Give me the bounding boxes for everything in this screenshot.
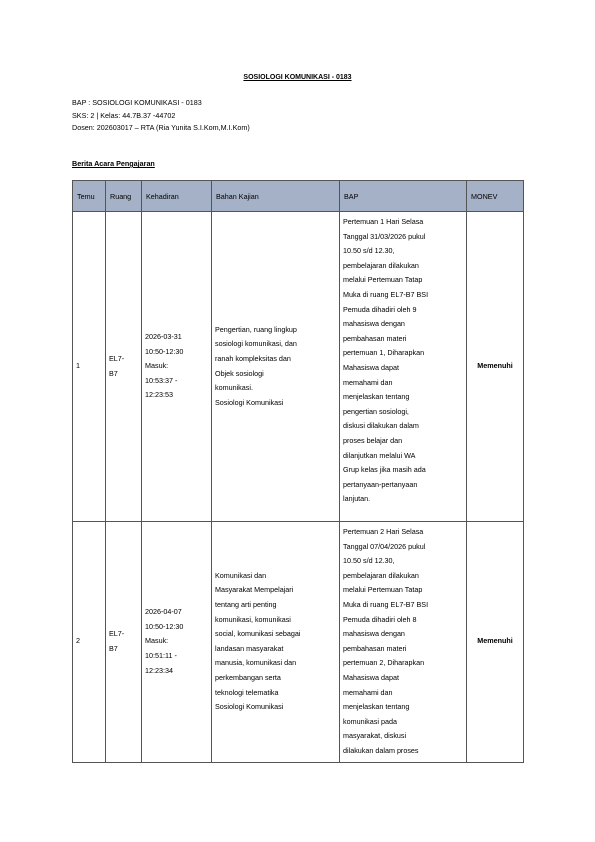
cell-line: 12:23:34 xyxy=(145,665,173,675)
header-kehadiran: Kehadiran xyxy=(142,181,212,212)
cell-line: EL7- xyxy=(109,629,125,639)
cell-ruang xyxy=(106,522,142,763)
cell-line: komunikasi. xyxy=(215,383,253,393)
cell-kehadiran xyxy=(142,522,212,763)
cell-line: Masuk: xyxy=(145,636,169,646)
cell-line: 10.50 s/d 12.30, xyxy=(343,246,395,256)
cell-line: manusia, komunikasi dan xyxy=(215,658,297,668)
cell-line: 10:53:37 - xyxy=(145,375,178,385)
cell-line: pembahasan materi xyxy=(343,643,407,653)
cell-line: Mahasiswa dapat xyxy=(343,672,399,682)
cell-line: proses belajar dan xyxy=(343,435,403,445)
cell-line: Grup kelas jika masih ada xyxy=(343,465,426,475)
cell-line: Pertemuan 2 Hari Selasa xyxy=(343,527,424,536)
header-bahan-kajian: Bahan Kajian xyxy=(212,181,340,212)
cell-line: masyarakat, diskusi xyxy=(343,731,407,741)
cell-line: perkembangan serta xyxy=(215,672,281,682)
cell-line: Pemuda dihadiri oleh 9 xyxy=(343,304,417,314)
meta-sks: SKS: 2 | Kelas: 44.7B.37 -44702 xyxy=(72,110,176,120)
section-title: Berita Acara Pengajaran xyxy=(72,159,155,168)
cell-line: melalui Pertemuan Tatap xyxy=(343,275,423,285)
cell-line: Objek sosiologi xyxy=(215,368,264,378)
cell-line: mahasiswa dengan xyxy=(343,629,405,639)
header-monev: MONEV xyxy=(467,181,524,212)
cell-line: social, komunikasi sebagai xyxy=(215,629,301,639)
cell-line: pembelajaran dilakukan xyxy=(343,260,419,270)
cell-line: Sosiologi Komunikasi xyxy=(215,702,284,712)
cell-line: 10:50-12:30 xyxy=(145,346,184,356)
meta-dosen: Dosen: 202603017 – RTA (Ria Yunita S.I.Kom,M.I.Kom) xyxy=(72,123,250,132)
course-meta xyxy=(72,97,250,135)
cell-line: Muka di ruang EL7-B7 BSI xyxy=(343,599,429,609)
cell-line: diskusi dilakukan dalam xyxy=(343,421,419,431)
cell-line: 10:51:11 - xyxy=(145,651,177,661)
cell-line: pertemuan 1, Diharapkan xyxy=(343,348,425,358)
cell-line: menjelaskan tentang xyxy=(343,392,410,402)
cell-line: 2026-04-07 xyxy=(145,607,182,617)
cell-line: pertanyaan-pertanyaan xyxy=(343,479,418,489)
cell-line: melalui Pertemuan Tatap xyxy=(343,585,423,595)
cell-bap xyxy=(340,522,467,763)
cell-bahan-kajian xyxy=(212,212,340,522)
cell-line: Pengertian, ruang lingkup xyxy=(215,324,297,334)
table-row xyxy=(73,522,524,763)
cell-line: Muka di ruang EL7-B7 BSI xyxy=(343,289,429,299)
cell-line: pengertian sosiologi, xyxy=(343,406,409,416)
cell-line: 10:50-12:30 xyxy=(145,621,184,631)
cell-line: 10.50 s/d 12.30, xyxy=(343,556,395,566)
cell-line: komunikasi, komunikasi xyxy=(215,614,291,624)
cell-line: memahami dan xyxy=(343,687,393,697)
cell-line: memahami dan xyxy=(343,377,393,387)
cell-line: Tanggal 07/04/2026 pukul xyxy=(343,541,426,551)
cell-line: menjelaskan tentang xyxy=(343,702,410,712)
cell-line: lanjutan. xyxy=(343,494,371,504)
cell-line: pembelajaran dilakukan xyxy=(343,570,419,580)
table-header-row xyxy=(73,181,524,212)
cell-line: Tanggal 31/03/2026 pukul xyxy=(343,231,426,241)
table-row xyxy=(73,212,524,522)
cell-line: Mahasiswa dapat xyxy=(343,362,399,372)
cell-line: ranah kompleksitas dan xyxy=(215,353,291,363)
teaching-record-table xyxy=(72,180,524,763)
cell-temu: 2 xyxy=(73,522,106,763)
cell-ruang xyxy=(106,212,142,522)
cell-bap xyxy=(340,212,467,522)
cell-line: Masyarakat Mempelajari xyxy=(215,585,294,595)
header-bap: BAP xyxy=(340,181,467,212)
cell-line: pembahasan materi xyxy=(343,333,407,343)
cell-line: dilakukan dalam proses xyxy=(343,745,419,755)
cell-line: 2026-03-31 xyxy=(145,332,182,342)
cell-kehadiran xyxy=(142,212,212,522)
cell-line: komunikasi pada xyxy=(343,716,397,726)
cell-monev: Memenuhi xyxy=(467,522,524,763)
cell-line: pertemuan 2, Diharapkan xyxy=(343,658,425,668)
header-temu: Temu xyxy=(73,181,106,212)
cell-monev: Memenuhi xyxy=(467,212,524,522)
cell-line: B7 xyxy=(109,643,118,653)
cell-line: 12:23:53 xyxy=(145,390,173,400)
cell-line: Sosiologi Komunikasi xyxy=(215,397,284,407)
cell-line: teknologi telematika xyxy=(215,687,279,697)
cell-line: Pertemuan 1 Hari Selasa xyxy=(343,217,424,226)
cell-line: B7 xyxy=(109,368,118,378)
cell-line: Pemuda dihadiri oleh 8 xyxy=(343,614,417,624)
cell-line: dilanjutkan melalui WA xyxy=(343,450,416,460)
cell-temu: 1 xyxy=(73,212,106,522)
meta-bap: BAP : SOSIOLOGI KOMUNIKASI - 0183 xyxy=(72,98,202,107)
cell-bahan-kajian xyxy=(212,522,340,763)
cell-line: sosiologi komunikasi, dan xyxy=(215,339,297,349)
cell-line: tentang arti penting xyxy=(215,599,277,609)
cell-line: landasan masyarakat xyxy=(215,643,284,653)
cell-line: EL7- xyxy=(109,353,125,363)
header-ruang: Ruang xyxy=(106,181,142,212)
cell-line: mahasiswa dengan xyxy=(343,319,405,329)
cell-line: Masuk: xyxy=(145,361,169,371)
cell-line: Komunikasi dan xyxy=(215,570,267,580)
document-title: SOSIOLOGI KOMUNIKASI - 0183 xyxy=(243,74,352,81)
